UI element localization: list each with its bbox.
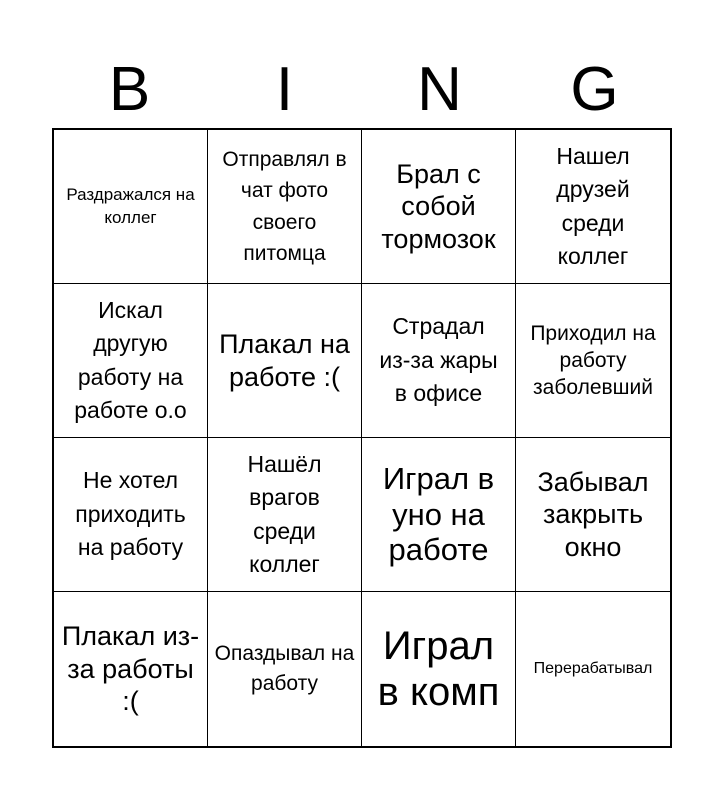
bingo-cell-text: Не хотел приходить на работу — [75, 467, 186, 561]
bingo-cell-10[interactable] — [208, 438, 362, 592]
header-letter-b: B — [108, 55, 151, 124]
bingo-cell-text: Нашёл врагов среди коллег — [247, 450, 322, 577]
bingo-cell-5[interactable] — [54, 284, 208, 438]
bingo-cell-1[interactable] — [54, 130, 208, 284]
bingo-cell-6[interactable] — [208, 284, 362, 438]
bingo-cell-text: Забывал закрыть окно — [537, 466, 649, 562]
header-letter-i: I — [275, 55, 294, 124]
bingo-cell-3[interactable] — [362, 130, 516, 284]
bingo-cell-11[interactable] — [362, 438, 516, 592]
bingo-cell-16[interactable] — [516, 592, 670, 746]
bingo-cell-2[interactable] — [208, 130, 362, 284]
bingo-cell-text: Искал другую работу на работе о.о — [74, 296, 187, 423]
bingo-header — [52, 55, 672, 125]
bingo-cell-text: Страдал из-за жары в офисе — [379, 313, 498, 407]
bingo-cell-8[interactable] — [516, 284, 670, 438]
bingo-cell-9[interactable] — [54, 438, 208, 592]
bingo-cell-text: Плакал на работе :( — [219, 329, 350, 392]
header-letter-n: N — [417, 55, 462, 124]
bingo-cell-text: Перерабатывал — [533, 659, 653, 677]
bingo-cell-text: Нашел друзей среди коллег — [556, 142, 630, 269]
bingo-cell-14[interactable] — [208, 592, 362, 746]
bingo-cell-text: Опаздывал на работу — [214, 641, 355, 695]
bingo-cell-4[interactable] — [516, 130, 670, 284]
bingo-cell-text: Приходил на работу заболевший — [530, 321, 656, 400]
bingo-cell-text: Отправлял в чат фото своего питомца — [222, 147, 347, 265]
bingo-cell-15[interactable] — [362, 592, 516, 746]
bingo-cell-text: Играл в комп — [377, 624, 500, 714]
bingo-cell-text: Играл в уно на работе — [382, 461, 495, 568]
bingo-cell-text: Плакал из-за работы :( — [61, 621, 200, 717]
bingo-cell-7[interactable] — [362, 284, 516, 438]
header-letter-g: G — [570, 55, 619, 124]
bingo-board — [52, 128, 672, 748]
bingo-cell-13[interactable] — [54, 592, 208, 746]
bingo-cell-text: Брал с собой тормозок — [381, 158, 496, 254]
bingo-cell-12[interactable] — [516, 438, 670, 592]
bingo-cell-text: Раздражался на коллег — [66, 185, 195, 227]
